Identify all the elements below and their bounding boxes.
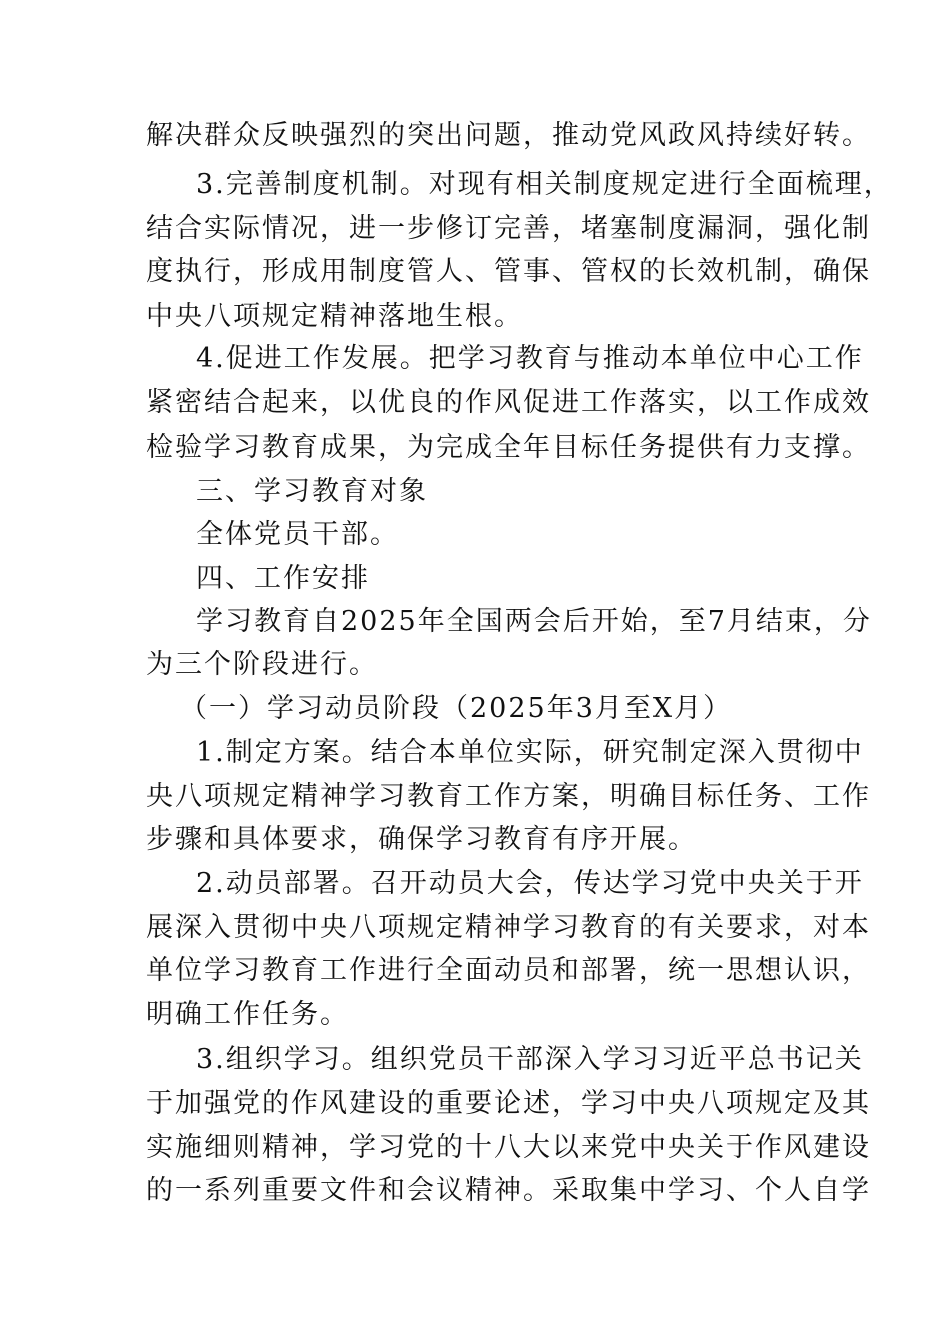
text-line: 3.组织学习。组织党员干部深入学习习近平总书记关 [196,1044,864,1075]
text-line: 步骤和具体要求，确保学习教育有序开展。 [146,824,697,855]
subsection-heading: （一）学习动员阶段（2025年3月至X月） [180,693,733,724]
text-line: 于加强党的作风建设的重要论述，学习中央八项规定及其 [146,1088,871,1119]
text-line: 的一系列重要文件和会议精神。采取集中学习、个人自学 [146,1175,871,1206]
text-line: 紧密结合起来，以优良的作风促进工作落实，以工作成效 [146,387,871,418]
text-line: 3.完善制度机制。对现有相关制度规定进行全面梳理， [196,169,893,200]
text-line: 4.促进工作发展。把学习教育与推动本单位中心工作 [196,343,864,374]
text-line: 1.制定方案。结合本单位实际，研究制定深入贯彻中 [196,737,864,768]
text-line: 为三个阶段进行。 [146,649,378,680]
text-line: 2.动员部署。召开动员大会，传达学习党中央关于开 [196,868,864,899]
text-line: 检验学习教育成果，为完成全年目标任务提供有力支撑。 [146,432,871,463]
section-heading: 三、学习教育对象 [196,476,428,507]
text-line: 中央八项规定精神落地生根。 [146,301,523,332]
text-line: 全体党员干部。 [196,519,399,550]
text-line: 解决群众反映强烈的突出问题，推动党风政风持续好转。 [146,120,871,151]
text-line: 学习教育自2025年全国两会后开始，至7月结束，分 [196,606,872,637]
section-heading: 四、工作安排 [196,563,370,594]
text-line: 明确工作任务。 [146,999,349,1030]
text-line: 度执行，形成用制度管人、管事、管权的长效机制，确保 [146,256,871,287]
text-line: 结合实际情况，进一步修订完善，堵塞制度漏洞，强化制 [146,213,871,244]
text-line: 单位学习教育工作进行全面动员和部署，统一思想认识， [146,955,871,986]
text-line: 央八项规定精神学习教育工作方案，明确目标任务、工作 [146,781,871,812]
text-line: 展深入贯彻中央八项规定精神学习教育的有关要求，对本 [146,912,871,943]
text-line: 实施细则精神，学习党的十八大以来党中央关于作风建设 [146,1132,871,1163]
